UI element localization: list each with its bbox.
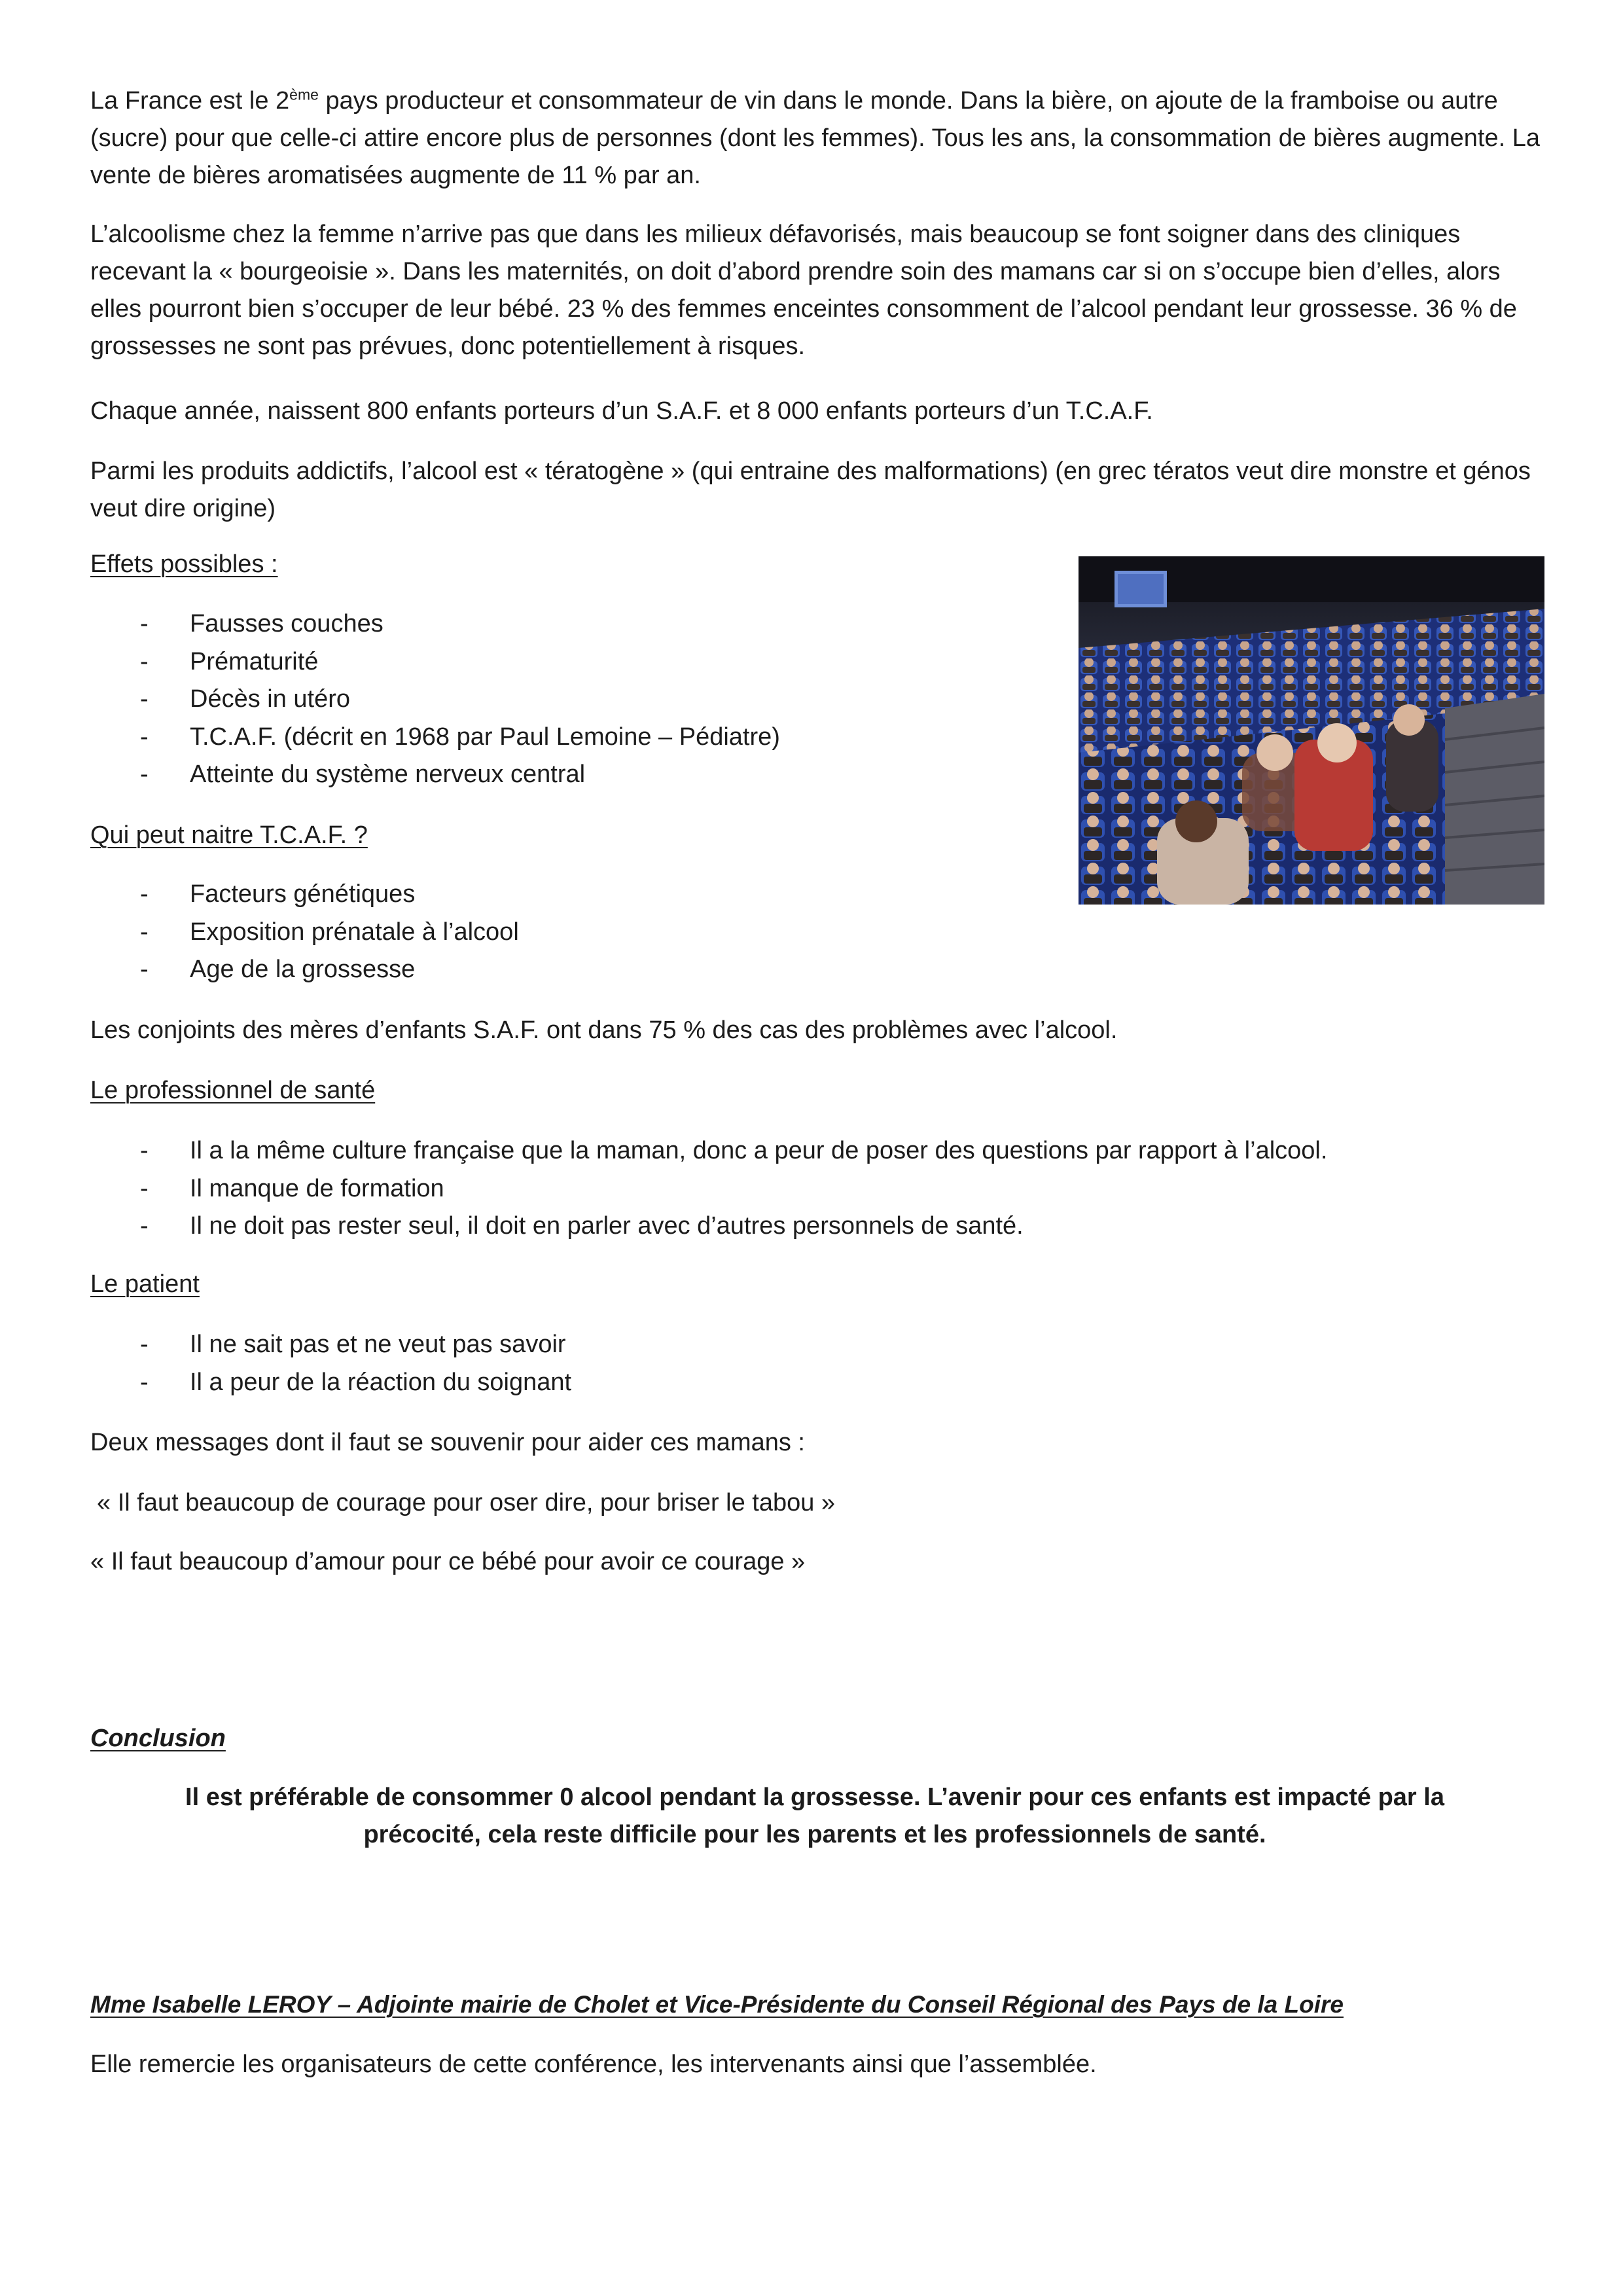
list-item: - Il a la même culture française que la maman, donc a peur de poser des questions par rapport à l’alcool. [90, 1132, 1327, 1170]
professionnel-heading: Le professionnel de santé [90, 1077, 376, 1104]
messages-intro: Deux messages dont il faut se souvenir pour aider ces mamans : [90, 1429, 805, 1456]
effets-list [90, 605, 780, 794]
intro-p1-rest: pays producteur et consommateur de vin dans le monde. Dans la bière, on ajoute de la framboise ou autre (sucre) pour que celle-ci attire encore plus de personnes (dont les femmes). Tous les ans, la consommation de bières augmente. La vente de bières aromatisées augmente de 11 % par an. [90, 87, 1541, 189]
conclusion-text: Il est préférable de consommer 0 alcool pendant la grossesse. L’avenir pour ces enfants est impacté par la précocité, cela reste difficile pour les parents et les professionnels de santé. [185, 1784, 1444, 1848]
list-item: - Il ne doit pas rester seul, il doit en parler avec d’autres personnels de santé. [90, 1208, 1327, 1246]
qui-list [90, 876, 519, 989]
patient-heading: Le patient [90, 1270, 200, 1298]
intro-p1-start: La France est le 2 [90, 87, 290, 115]
list-item: - T.C.A.F. (décrit en 1968 par Paul Lemoine – Pédiatre) [90, 719, 780, 757]
list-item: - Age de la grossesse [90, 951, 519, 989]
effets-heading: Effets possibles : [90, 550, 278, 578]
list-item: - Il ne sait pas et ne veut pas savoir [90, 1326, 571, 1364]
list-item: - Facteurs génétiques [90, 876, 519, 914]
intro-paragraph-1 [90, 82, 1540, 194]
intro-paragraph-3: Chaque année, naissent 800 enfants porteurs d’un S.A.F. et 8 000 enfants porteurs d’un T.C.A.F. [90, 397, 1153, 425]
audience-illustration [1079, 556, 1544, 905]
conclusion-heading: Conclusion [90, 1725, 226, 1752]
leroy-text: Elle remercie les organisateurs de cette conférence, les intervenants ainsi que l’assemblée. [90, 2051, 1097, 2078]
intro-paragraph-4: Parmi les produits addictifs, l’alcool est « tératogène » (qui entraine des malformations) (en grec tératos veut dire monstre et génos veut dire origine) [90, 457, 1531, 522]
quote-courage: « Il faut beaucoup de courage pour oser dire, pour briser le tabou » [97, 1489, 836, 1516]
list-item: - Il manque de formation [90, 1170, 1327, 1208]
list-item: - Prématurité [90, 643, 780, 681]
list-item: - Atteinte du système nerveux central [90, 756, 780, 794]
conjoints-paragraph: Les conjoints des mères d’enfants S.A.F. ont dans 75 % des cas des problèmes avec l’alcool. [90, 1016, 1118, 1044]
list-item: - Exposition prénatale à l’alcool [90, 914, 519, 952]
intro-paragraph-2: L’alcoolisme chez la femme n’arrive pas que dans les milieux défavorisés, mais beaucoup se font soigner dans des cliniques recevant la « bourgeoisie ». Dans les maternités, on doit d’abord prendre soin des mamans car si on s’occupe bien d’elles, alors elles pourront bien s’occuper de leur bébé. 23 % des femmes enceintes consomment de l’alcool pendant leur grossesse. 36 % de grossesses ne sont pas prévues, donc potentiellement à risques. [90, 221, 1517, 360]
list-item: - Décès in utéro [90, 681, 780, 719]
list-item: - Il a peur de la réaction du soignant [90, 1364, 571, 1402]
conference-audience-photo [1079, 556, 1544, 905]
professionnel-list [90, 1132, 1327, 1246]
quote-amour: « Il faut beaucoup d’amour pour ce bébé pour avoir ce courage » [90, 1548, 806, 1575]
list-item: - Fausses couches [90, 605, 780, 643]
ordinal-superscript: ème [289, 86, 319, 103]
qui-heading: Qui peut naitre T.C.A.F. ? [90, 821, 368, 849]
leroy-heading: Mme Isabelle LEROY – Adjointe mairie de Cholet et Vice-Présidente du Conseil Régional des Pays de la Loire [90, 1991, 1344, 2018]
patient-list [90, 1326, 571, 1401]
